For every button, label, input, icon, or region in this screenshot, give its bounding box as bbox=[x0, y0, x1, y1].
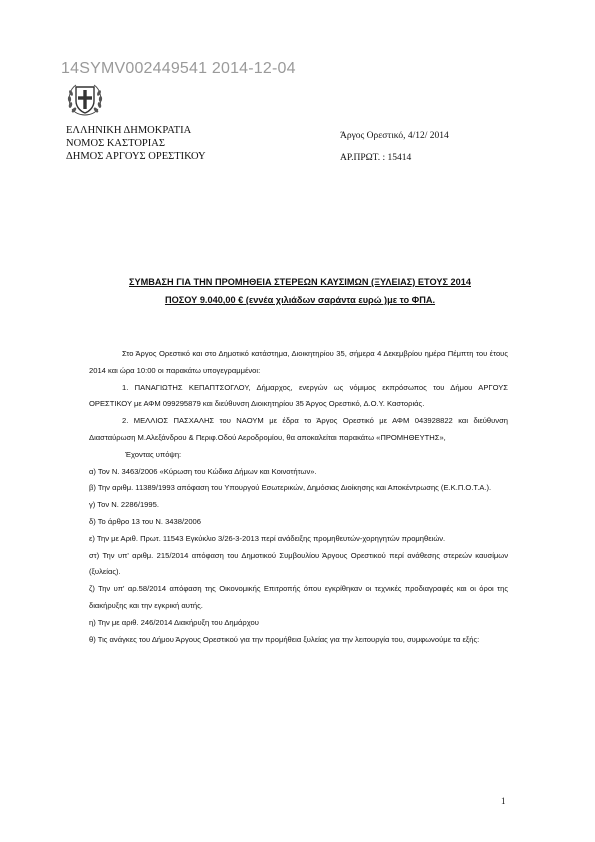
greek-coat-of-arms-icon bbox=[64, 79, 106, 121]
paragraph-party-1: 1. ΠΑΝΑΓΙΩΤΗΣ ΚΕΠΑΠΤΣΟΓΛΟΥ, Δήμαρχος, ενεργών ως νόμιμος εκπρόσωπος του Δήμου ΑΡΓΟΥΣ ΟΡΕΣΤΙΚΟΥ με ΑΦΜ 099295879 και διεύθυνση Διοικητηρίου 35 Άργος Ορεστικό, Δ.Ο.Υ. Καστοριάς. bbox=[89, 382, 508, 409]
list-item-i: θ) Τις ανάγκες του Δήμου Άργους Ορεστικού για την προμήθεια ξυλείας για την λειτουργία του, συμφωνούμε τα εξής: bbox=[89, 634, 480, 644]
document-date: Άργος Ορεστικό, 4/12/ 2014 bbox=[340, 131, 449, 141]
issuer-line-prefecture: ΝΟΜΟΣ ΚΑΣΤΟΡΙΑΣ bbox=[66, 138, 165, 149]
contract-title-line2: ΠΟΣΟΥ 9.040,00 € (εννέα χιλιάδων σαράντα ευρώ )με το ΦΠΑ. bbox=[164, 295, 436, 305]
list-item-a: α) Τον Ν. 3463/2006 «Κύρωση του Κώδικα Δήμων και Κοινοτήτων». bbox=[89, 466, 317, 476]
list-item-e: ε) Την με Αριθ. Πρωτ. 11543 Εγκύκλιο 3/26-3-2013 περί ανάδειξης προμηθευτών-χορηγητών προμηθειών. bbox=[89, 533, 446, 543]
contract-body bbox=[89, 346, 508, 648]
contract-title-line1: ΣΥΜΒΑΣΗ ΓΙΑ ΤΗΝ ΠΡΟΜΗΘΕΙΑ ΣΤΕΡΕΩΝ ΚΑΥΣΙΜΩΝ (ΞΥΛΕΙΑΣ) ΕΤΟΥΣ 2014 bbox=[128, 277, 471, 287]
issuer-block bbox=[66, 124, 206, 163]
paragraph-party-2: 2. ΜΕΛΛΙΟΣ ΠΑΣΧΑΛΗΣ του ΝΑΟΥΜ με έδρα το Άργος Ορεστικό με ΑΦΜ 043928822 και διεύθυνση Διασταύρωση Μ.Αλεξάνδρου & Περιφ.Οδού Αεροδρομίου, θα αποκαλείται παρακάτω «ΠΡΟΜΗΘΕΥΤΗΣ», bbox=[89, 416, 508, 442]
issuer-line-municipality: ΔΗΜΟΣ ΑΡΓΟΥΣ ΟΡΕΣΤΙΚΟΥ bbox=[66, 151, 206, 162]
list-item-d: δ) Το άρθρο 13 του Ν. 3438/2006 bbox=[89, 516, 201, 526]
list-item-f: στ) Την υπ' αριθμ. 215/2014 απόφαση του Δημοτικού Συμβουλίου Άργους Ορεστικού περί ανάθεσης στερεών καυσίμων (ξυλείας). bbox=[89, 550, 508, 577]
protocol-number: ΑΡ.ΠΡΩΤ. : 15414 bbox=[340, 153, 412, 163]
list-item-c: γ) Τον Ν. 2286/1995. bbox=[89, 500, 159, 510]
list-item-g: ζ) Την υπ' αρ.58/2014 απόφαση της Οικονομικής Επιτροπής όπου εγκρίθηκαν οι τεχνικές προδιαγραφές και οι όροι της διακήρυξης και την εγκρική αυτής. bbox=[89, 584, 508, 610]
watermark-id: 14SYMV002449541 2014-12-04 bbox=[61, 60, 296, 77]
issuer-line-country: ΕΛΛΗΝΙΚΗ ΔΗΜΟΚΡΑΤΙΑ bbox=[66, 125, 192, 136]
list-item-b: β) Την αριθμ. 11389/1993 απόφαση του Υπουργού Εσωτερικών, Δημόσιας Διοίκησης και Αποκέντρωσης (Ε.Κ.Π.Ο.Τ.Α.). bbox=[89, 483, 492, 493]
paragraph-considering: Έχοντας υπόψη: bbox=[125, 449, 182, 459]
page-number: 1 bbox=[501, 796, 506, 806]
list-item-h: η) Την με αριθ. 246/2014 Διακήρυξη του Δημάρχου bbox=[89, 617, 259, 627]
paragraph-intro: Στο Άργος Ορεστικό και στο Δημοτικό κατάστημα, Διοικητηρίου 35, σήμερα 4 Δεκεμβρίου ημέρα Πέμπτη του έτους 2014 και ώρα 10:00 οι παρακάτω υπογεγραμμένοι: bbox=[89, 349, 508, 375]
